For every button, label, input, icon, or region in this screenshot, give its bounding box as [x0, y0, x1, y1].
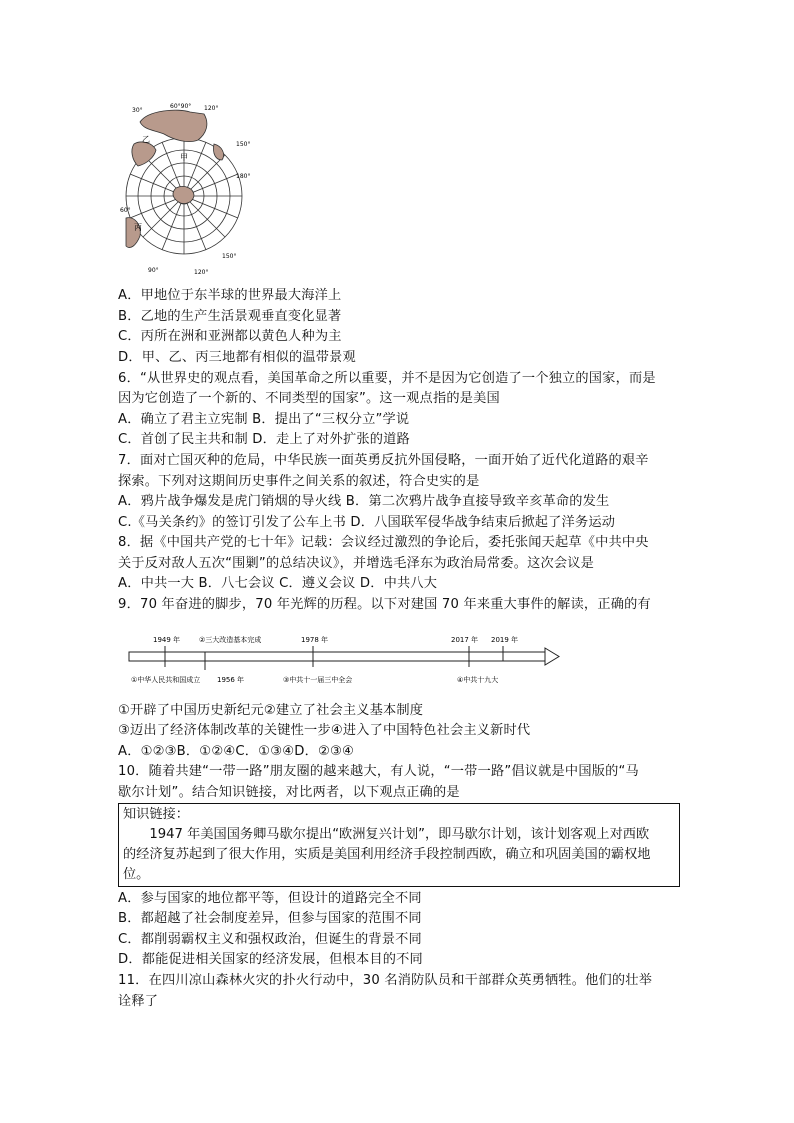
- timeline-label-prc-founded: ①中华人民共和国成立: [131, 676, 201, 684]
- q10-option-a: A．参与国家的地位都平等，但设计的道路完全不同: [118, 891, 422, 906]
- map-label-right-low: 180°: [236, 173, 251, 180]
- map-label-bottom-right: 150°: [222, 253, 237, 260]
- q8-stem-line-1: 8．据《中国共产党的七十年》记载：会议经过激烈的争论后，委托张闻天起草《中共中央: [118, 535, 649, 550]
- knowledge-link-line-1: 1947 年美国国务卿马歇尔提出“欧洲复兴计划”，即马歇尔计划，该计划客观上对西欧: [123, 827, 650, 842]
- q7-stem-line-1: 7．面对亡国灭种的危局，中华民族一面英勇反抗外国侵略，一面开始了近代化道路的艰辛: [118, 453, 649, 468]
- timeline-label-19th-congress: ④中共十九大: [457, 676, 499, 684]
- q10-stem-line-1: 10．随着共建“一带一路”朋友圈的越来越大，有人说，“一带一路”倡议就是中国版的“马: [118, 764, 639, 779]
- q10-stem-line-2: 歇尔计划”。结合知识链接，对比两者，以下观点正确的是: [118, 785, 460, 800]
- timeline-label-2019: 2019 年: [491, 636, 519, 644]
- q9-item-1: ①开辟了中国历史新纪元②建立了社会主义基本制度: [118, 703, 424, 718]
- q6-options-ab: A．确立了君主立宪制 B．提出了“三权分立”学说: [118, 412, 410, 427]
- map-label-top-right: 120°: [204, 105, 219, 112]
- q10-option-b: B．都超越了社会制度差异，但参与国家的范围不同: [118, 911, 422, 926]
- timeline-label-third-plenum: ③中共十一届三中全会: [283, 676, 353, 684]
- q11-stem-line-1: 11．在四川凉山森林火灾的扑火行动中，30 名消防队员和干部群众英勇牺牲。他们的壮举: [118, 973, 653, 988]
- map-label-yi: 乙: [142, 135, 150, 144]
- q9-item-2: ③迈出了经济体制改革的关键性一步④进入了中国特色社会主义新时代: [118, 723, 531, 738]
- q6-stem-line-1: 6．“从世界史的观点看，美国革命之所以重要，并不是因为它创造了一个独立的国家，而是: [118, 371, 656, 386]
- timeline-label-1978: 1978 年: [301, 636, 329, 644]
- map-label-bing: 丙: [134, 223, 142, 232]
- q5-option-b: B．乙地的生产生活景观垂直变化显著: [118, 309, 342, 324]
- q8-options: A．中共一大 B．八七会议 C．遵义会议 D．中共八大: [118, 576, 438, 591]
- q10-option-c: C．都削弱霸权主义和强权政治，但诞生的背景不同: [118, 932, 422, 947]
- timeline-label-1949: 1949 年: [153, 636, 181, 644]
- map-label-bottom-left: 90°: [148, 267, 159, 274]
- q9-stem: 9．70 年奋进的脚步，70 年光辉的历程。以下对建国 70 年来重大事件的解读，正确的有: [118, 597, 651, 612]
- timeline-label-2017: 2017 年: [451, 636, 479, 644]
- q5-option-a: A．甲地位于东半球的世界最大海洋上: [118, 288, 342, 303]
- map-label-bottom-mid: 120°: [194, 269, 209, 276]
- q6-stem-line-2: 因为它创造了一个新的、不同类型的国家”。这一观点指的是美国: [118, 391, 500, 406]
- q11-stem-line-2: 诠释了: [118, 994, 159, 1009]
- map-label-top-left: 30°: [132, 107, 143, 114]
- q7-options-ab: A．鸦片战争爆发是虎门销烟的导火线 B．第二次鸦片战争直接导致辛亥革命的发生: [118, 494, 610, 509]
- knowledge-link-line-3: 位。: [123, 867, 150, 882]
- q10-option-d: D．都能促进相关国家的经济发展，但根本目的不同: [118, 952, 423, 967]
- q6-options-cd: C．首创了民主共和制 D．走上了对外扩张的道路: [118, 432, 410, 447]
- timeline-label-three-transformations: ②三大改造基本完成: [199, 636, 262, 644]
- map-label-right-upper: 150°: [236, 141, 251, 148]
- map-label-jia: 甲: [180, 153, 188, 162]
- timeline-label-1956: 1956 年: [217, 676, 245, 684]
- q9-timeline-figure: [125, 630, 565, 692]
- q9-options: A．①②③B．①②④C．①③④D．②③④: [118, 744, 355, 759]
- map-label-left-lower: 60°: [120, 207, 131, 214]
- polar-map-figure: [118, 100, 254, 276]
- map-label-top-mid: 60°90°: [170, 103, 192, 110]
- q8-stem-line-2: 关于反对敌人五次“围剿”的总结决议》，并增选毛泽东为政治局常委。这次会议是: [118, 556, 595, 571]
- q7-stem-line-2: 探索。下列对这期间历史事件之间关系的叙述，符合史实的是: [118, 474, 480, 489]
- knowledge-link-line-2: 的经济复苏起到了很大作用，实质是美国利用经济手段控制西欧，确立和巩固美国的霸权地: [123, 847, 651, 862]
- knowledge-link-title: 知识链接：: [123, 807, 189, 822]
- knowledge-link-box: [118, 803, 680, 887]
- q5-option-c: C．丙所在洲和亚洲都以黄色人种为主: [118, 329, 342, 344]
- q5-option-d: D．甲、乙、丙三地都有相似的温带景观: [118, 350, 356, 365]
- q7-options-cd: C.《马关条约》的签订引发了公车上书 D．八国联军侵华战争结束后掀起了洋务运动: [118, 515, 616, 530]
